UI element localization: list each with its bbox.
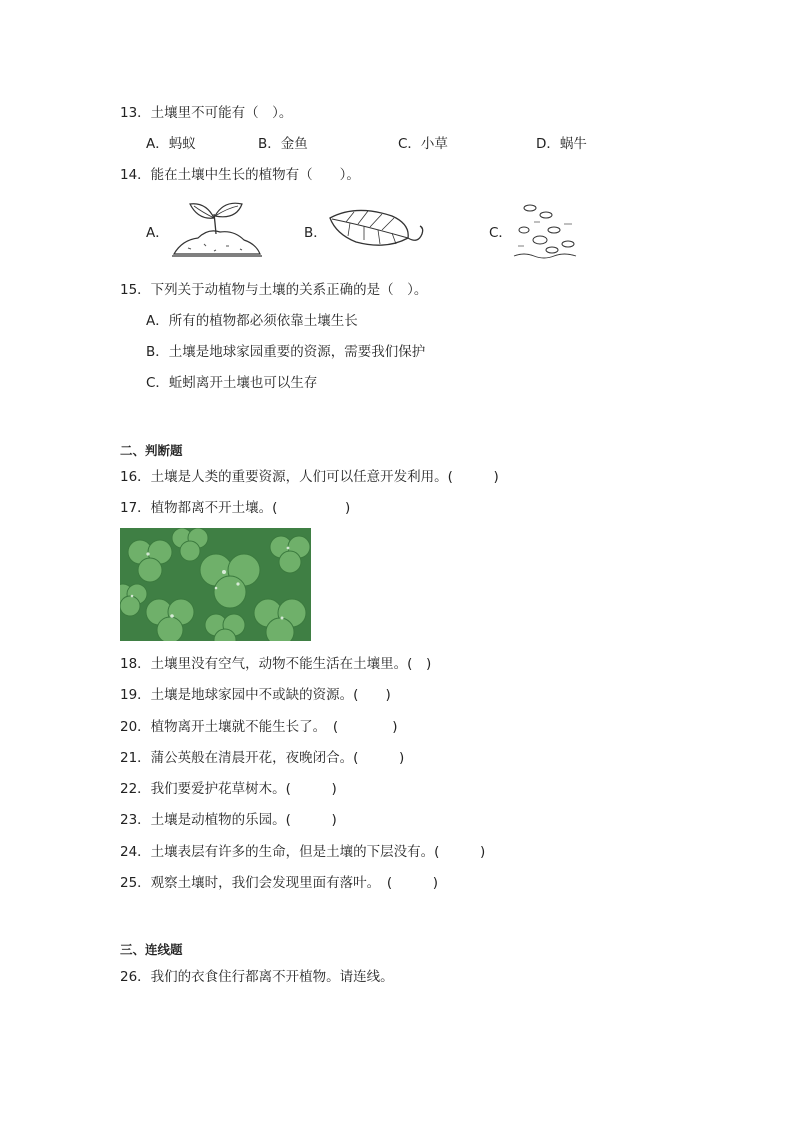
clover-leaves-with-dew-photo <box>120 528 311 641</box>
question-19: 19．土壤是地球家园中不或缺的资源。( ) <box>120 687 391 703</box>
question-14-option-a: A． <box>146 225 169 241</box>
question-21: 21．蒲公英般在清晨开花，夜晚闭合。( ) <box>120 750 405 766</box>
question-13-option-b: B．金鱼 <box>258 136 308 152</box>
question-13-option-d: D．蜗牛 <box>536 136 587 152</box>
duckweed-on-water-drawing <box>510 200 584 262</box>
question-23: 23．土壤是动植物的乐园。( ) <box>120 812 337 828</box>
sprout-in-soil-drawing <box>168 196 266 262</box>
question-16: 16．土壤是人类的重要资源，人们可以任意开发利用。( ) <box>120 469 499 485</box>
question-18: 18．土壤里没有空气，动物不能生活在土壤里。( ) <box>120 656 432 672</box>
question-14-stem: 14．能在土壤中生长的植物有（ ）。 <box>120 167 360 183</box>
question-13-stem: 13．土壤里不可能有（ ）。 <box>120 105 293 121</box>
question-13-option-a: A．蚂蚁 <box>146 136 196 152</box>
question-14-option-c: C． <box>489 225 512 241</box>
question-24: 24．土壤表层有许多的生命，但是土壤的下层没有。( ) <box>120 844 486 860</box>
question-17: 17．植物都离不开土壤。( ) <box>120 500 351 516</box>
question-15-option-b: B．土壤是地球家园重要的资源，需要我们保护 <box>146 344 426 360</box>
question-13-option-c: C．小草 <box>398 136 448 152</box>
question-25: 25．观察土壤时，我们会发现里面有落叶。 ( ) <box>120 875 438 891</box>
section-3-title: 三、连线题 <box>120 942 183 957</box>
leaf-drawing <box>326 204 430 254</box>
question-14-option-b: B． <box>304 225 327 241</box>
question-15-stem: 15．下列关于动植物与土壤的关系正确的是（ ）。 <box>120 282 428 298</box>
question-15-option-c: C．蚯蚓离开土壤也可以生存 <box>146 375 318 391</box>
question-15-option-a: A．所有的植物都必须依靠土壤生长 <box>146 313 358 329</box>
question-26: 26．我们的衣食住行都离不开植物。请连线。 <box>120 969 394 985</box>
question-20: 20．植物离开土壤就不能生长了。 ( ) <box>120 719 398 735</box>
question-22: 22．我们要爱护花草树木。( ) <box>120 781 337 797</box>
section-2-title: 二、判断题 <box>120 443 183 458</box>
